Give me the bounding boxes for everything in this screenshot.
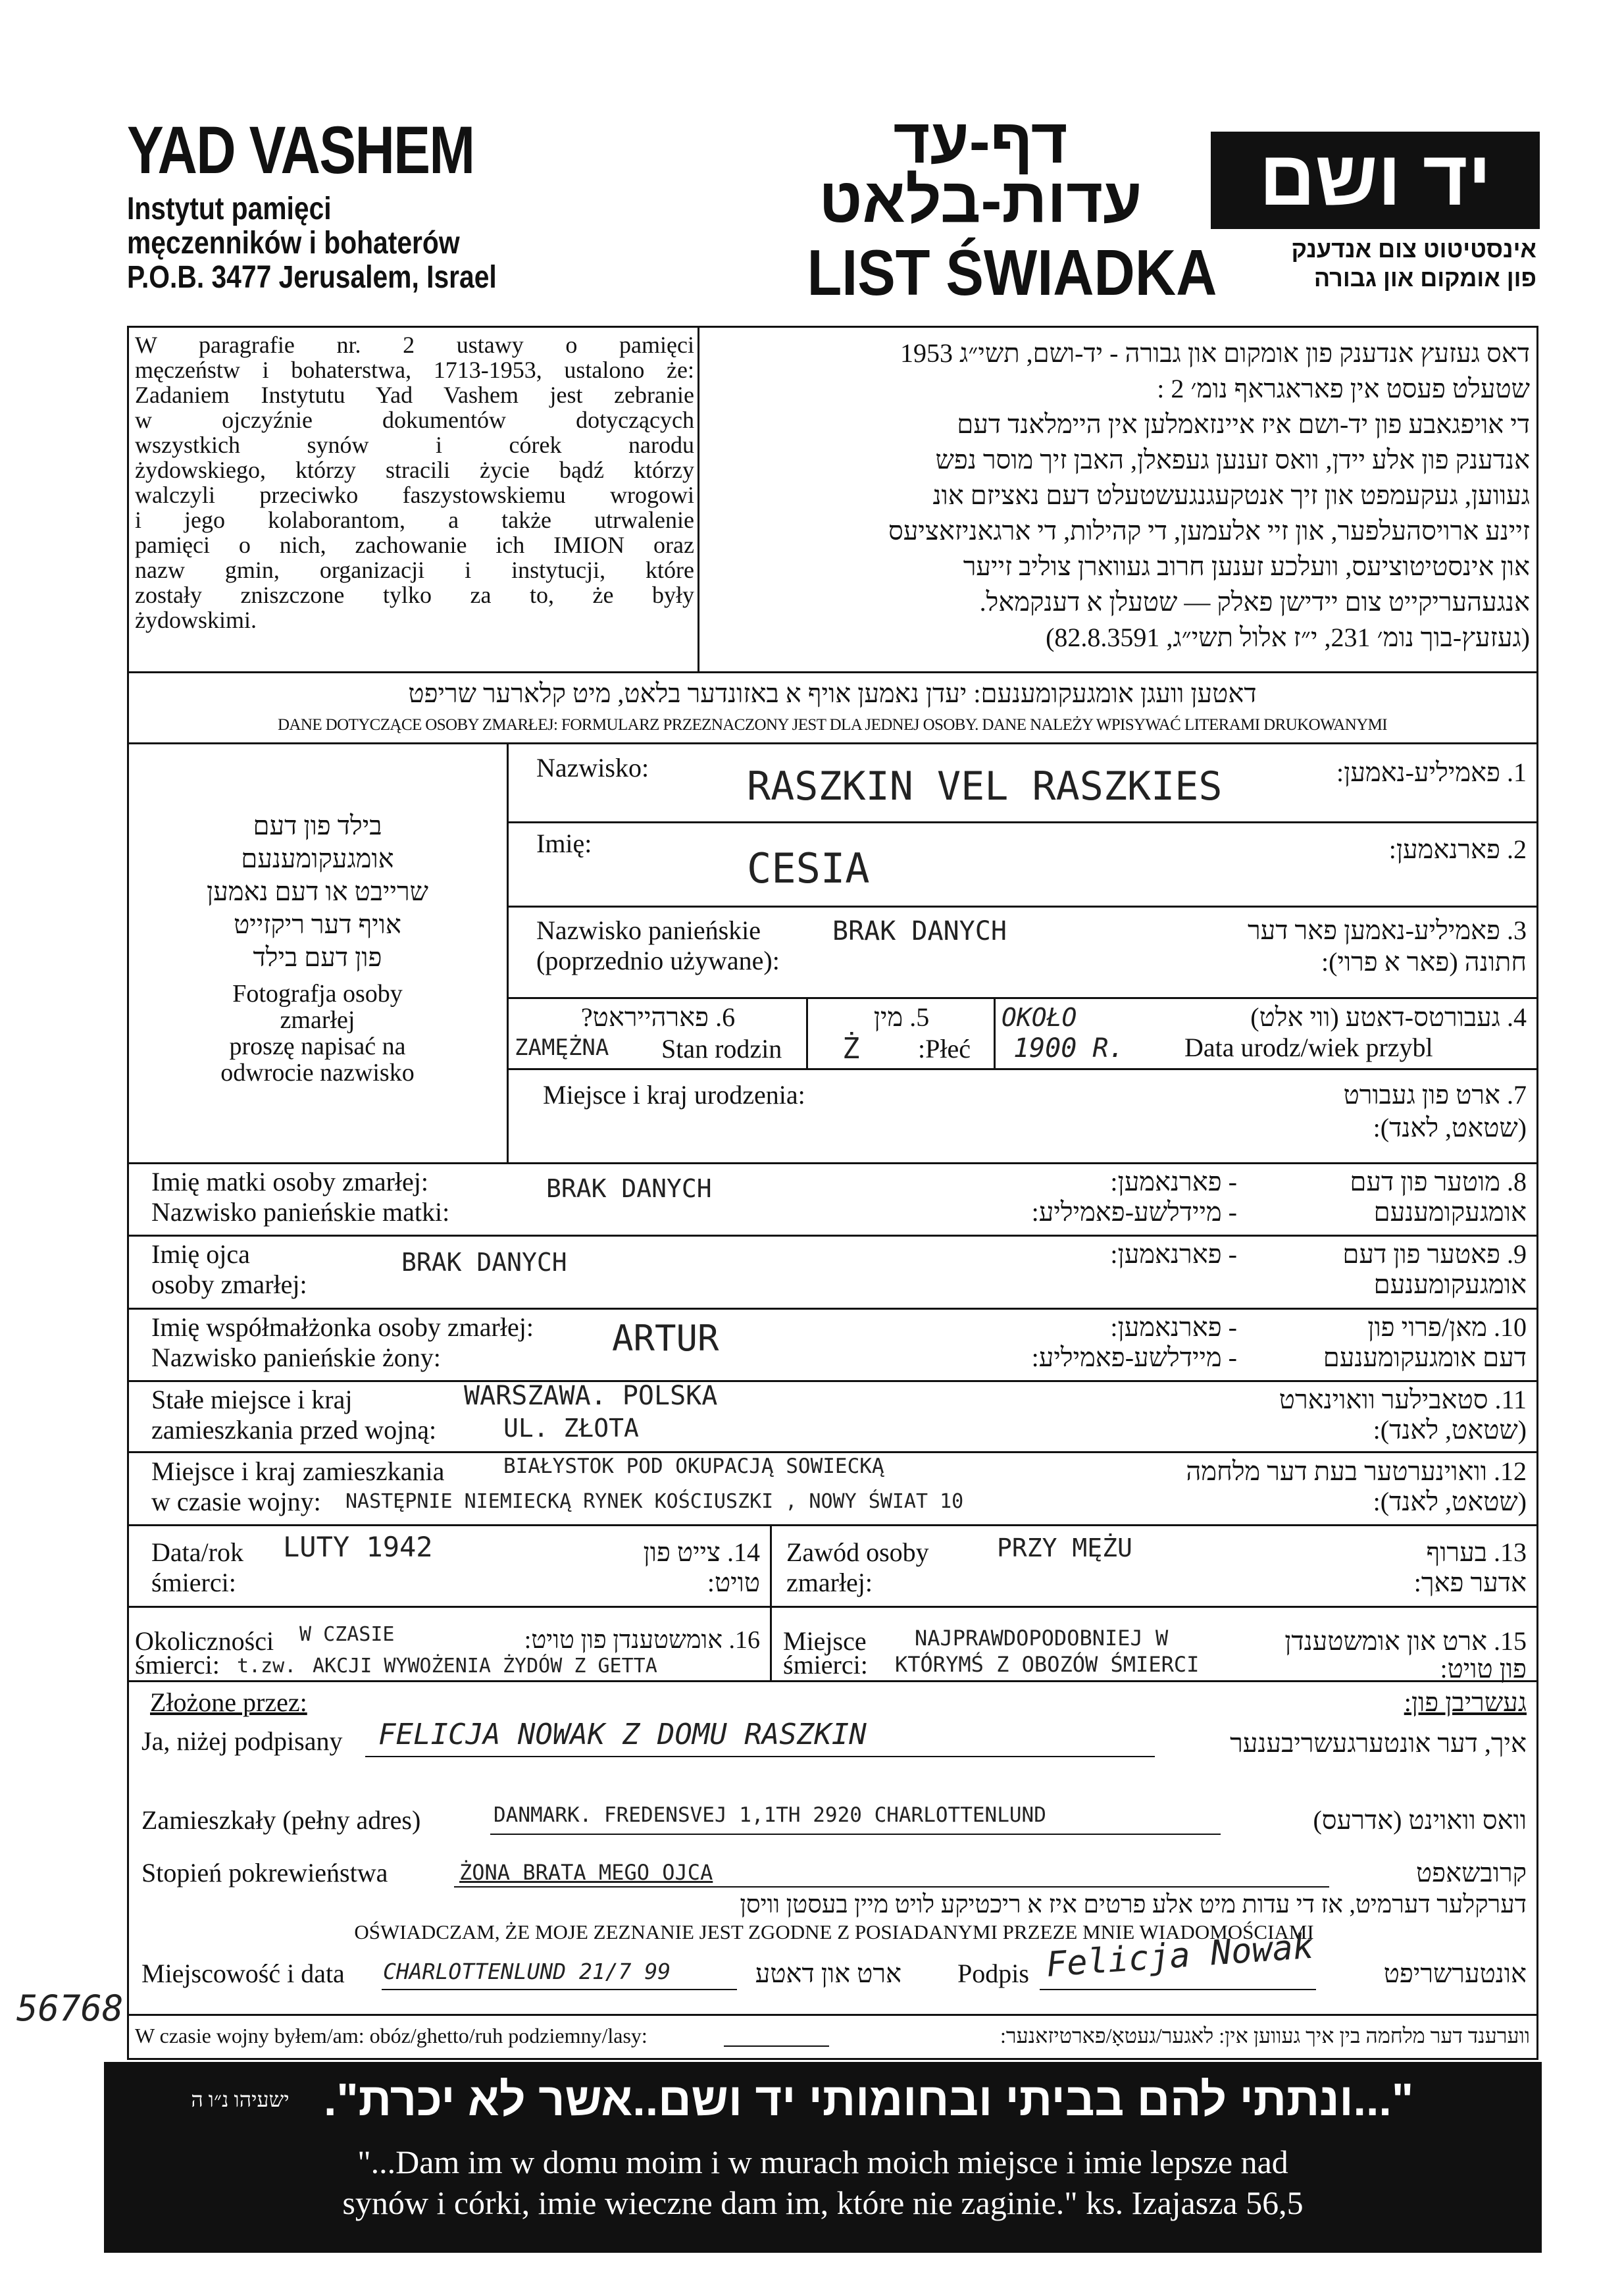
f8-label-2: Nazwisko panieńskie matki: [151, 1197, 450, 1227]
f15-label-yiddish-2: פון טויט: [1440, 1654, 1527, 1683]
f12-label-yiddish-1: 12. וואוינערטער בעת דער מלחמה [1186, 1456, 1527, 1486]
f14-label-1: Data/rok [151, 1537, 243, 1567]
intro-yiddish-line-5: געווען, געקעמפט און זיך אנטקעגנגעשטעלט דעם נאציזם אונ [932, 480, 1530, 510]
f15-label-1: Miejsce [783, 1626, 867, 1656]
intro-yiddish-line-9: (געזעץ-בוך נומ׳ 231, י״ז אלול תשי״ג, 82.8.3591) [1046, 623, 1530, 652]
f8-yiddish-a: - פארנאמען: [1110, 1167, 1237, 1196]
intro-polish-line-3: Zadaniem Instytutu Yad Vashem jest zebranie [135, 382, 694, 408]
banner-yiddish-reference: ישעיהו נ״ו ה [191, 2088, 290, 2111]
f14-label-yiddish-2: טויט: [707, 1568, 760, 1597]
intro-polish-line-4: w ojczyźnie dokumentów dotyczących [135, 407, 694, 433]
relation-value[interactable]: ŻONA BRATA MEGO OJCA [459, 1860, 713, 1885]
wartime-status-label: W czasie wojny byłem/am: obóz/ghetto/ruh podziemny/lasy: [135, 2024, 647, 2047]
intro-polish-line-12: żydowskimi. [135, 607, 257, 633]
intro-polish-line-11: zostały zniszczone tylko za to, że były [135, 582, 694, 608]
relation-label: Stopień pokrewieństwa [141, 1858, 388, 1888]
intro-yiddish-line-2: שטעלט פעסט אין פאראגראף נומ׳ 2 : [1157, 374, 1530, 403]
f5-label-yiddish: 5. מין [873, 1002, 930, 1032]
signature-yiddish: אונטערשריפט [1383, 1959, 1527, 1988]
photo-polish-line-4: odwrocie nazwisko [220, 1059, 415, 1087]
photo-polish-line-1: Fotografja osoby [232, 980, 403, 1008]
f12-label-yiddish-2: (שטאט, לאנד): [1373, 1487, 1527, 1516]
f16-circumstances-value-2[interactable]: AKCJI WYWOŻENIA ŻYDÓW Z GETTA [313, 1655, 657, 1678]
photo-yiddish-line-2: אומגעקומענעם [241, 844, 394, 873]
banner-polish-line-2: synów i córki, imie wieczne dam im, które nie zaginie." ks. Izajasza 56,5 [342, 2184, 1304, 2221]
intro-polish-line-7: walczyli przeciwko faszystowskiemu wrogowi [135, 482, 694, 508]
intro-yiddish-line-4: אנדענק פון אלע יידן, וואס זענען געפאלן, האבן זיך מוסר נפש [935, 445, 1530, 475]
signature-label: Podpis [957, 1959, 1029, 1988]
declaration-yiddish: דערקלער דערמיט, אז די עדות מיט אלע פרטים איז א ריכטיקע לויט מיין בעסטן וויסן [740, 1891, 1527, 1918]
f12-wartime-residence-value-2[interactable]: NASTĘPNIE NIEMIECKĄ RYNEK KOŚCIUSZKI , NOWY ŚWIAT 10 [345, 1490, 964, 1513]
signature-value[interactable]: Felicja Nowak [1044, 1926, 1315, 1985]
f6-marital-status-value[interactable]: ZAMĘŻNA [515, 1035, 609, 1061]
f13-label-1: Zawód osoby [786, 1537, 929, 1567]
yad-vashem-title: YAD VASHEM [127, 113, 474, 188]
f11-residence-value-2[interactable]: UL. ZŁOTA [503, 1414, 639, 1443]
f11-label-2: zamieszkania przed wojną: [151, 1415, 437, 1445]
f1-surname-value[interactable]: RASZKIN VEL RASZKIES [747, 763, 1223, 809]
f16-circumstances-value-1[interactable]: W CZASIE [299, 1623, 395, 1646]
f3-label-yiddish-2: חתונה (פאר א פרוי): [1321, 947, 1527, 977]
f9-father-value[interactable]: BRAK DANYCH [401, 1248, 567, 1277]
address-label: Zamieszkały (pełny adres) [141, 1805, 421, 1835]
yad-vashem-logo-text: יד ושם [1259, 135, 1492, 222]
f16-circumstances-prefix[interactable]: t.zw. [237, 1655, 297, 1678]
f4-label-yiddish: 4. געבורטס-דאטע (ווי אלט) [1250, 1002, 1527, 1032]
f2-label-yiddish: 2. פארנאמען: [1388, 835, 1527, 864]
f8-yiddish-b: - מיידלשע-פאמיליע: [1031, 1197, 1237, 1227]
f13-label-yiddish-1: 13. בערוף [1426, 1537, 1527, 1567]
address-value[interactable]: DANMARK. FREDENSVEJ 1,1TH 2920 CHARLOTTENLUND [494, 1803, 1046, 1827]
signer-name-yiddish: איך, דער אונטערגעשריבענער [1230, 1728, 1527, 1758]
intro-yiddish-line-1: דאס געזעץ אנדענק פון אומקום און גבורה - יד-ושם, תשי״ג 1953 [900, 338, 1530, 368]
banner-yiddish-quote: "...ונתתי להם בביתי ובחומותי יד ושם..אשר לא יכרת". [323, 2074, 1414, 2125]
intro-polish-line-8: i jego kolaborantom, a także utrwalenie [135, 507, 694, 533]
address-yiddish: וואס וואוינט (אדרעס) [1313, 1805, 1527, 1835]
f7-label-yiddish-1: 7. ארט פון געבורט [1343, 1080, 1527, 1110]
f3-label-2: (poprzednio używane): [536, 946, 780, 975]
wartime-status-yiddish: ווערענד דער מלחמה בין איך געווען אין: לאגער/געטאָ/פארטיזאנער: [1000, 2024, 1530, 2047]
place-date-label: Miejscowość i data [141, 1959, 345, 1988]
f2-label: Imię: [536, 829, 592, 858]
banner-polish-line-1: "...Dam im w domu moim i w murach moich miejsce i imie lepsze nad [357, 2144, 1288, 2180]
notice-yiddish: דאטען וועגן אומגעקומענעם: יעדן נאמען אויף א באזונדער בלאט, מיט קלארער שריפט [408, 679, 1257, 708]
f9-label-yiddish-2: אומגעקומענעם [1373, 1270, 1527, 1299]
intro-polish [135, 332, 694, 632]
f10-label-1: Imię współmałżonka osoby zmarłej: [151, 1312, 534, 1342]
f13-label-2: zmarłej: [786, 1568, 873, 1597]
f10-spouse-value[interactable]: ARTUR [612, 1318, 719, 1359]
f8-label-yiddish-2: אומגעקומענעם [1373, 1197, 1527, 1227]
f12-label-1: Miejsce i kraj zamieszkania [151, 1456, 445, 1486]
intro-polish-line-5: wszystkich synów i córek narodu [135, 432, 694, 458]
margin-archive-number: 56768 [16, 1988, 124, 2029]
f16-label-yiddish: 16. אומשטענדן פון טויט: [524, 1626, 760, 1654]
photo-yiddish-line-4: אויף דער ריקזייט [234, 910, 401, 939]
f16-label-1: Okoliczności [135, 1626, 274, 1656]
f2-firstname-value[interactable]: CESIA [747, 844, 870, 892]
yv-subtitle-2: męczenników i bohaterów [127, 226, 460, 261]
photo-instructions-yiddish [132, 809, 503, 974]
f10-yiddish-b: - מיידלשע-פאמיליע: [1031, 1343, 1237, 1372]
intro-polish-line-1: W paragrafie nr. 2 ustawy o pamięci [135, 332, 694, 358]
intro-yiddish [707, 336, 1530, 655]
f5-label: :Płeć [918, 1034, 971, 1064]
center-yiddish-title-1: דף-עד [893, 106, 1068, 176]
declaration-polish: OŚWIADCZAM, ŻE MOJE ZEZNANIE JEST ZGODNE Z POSIADANYMI PRZEZE MNIE WIADOMOŚCIAMI [354, 1920, 1314, 1943]
intro-polish-line-6: żydowskiego, którzy stracili życie bądź którzy [135, 457, 694, 483]
f10-yiddish-a: - פארנאמען: [1110, 1312, 1237, 1342]
f11-residence-value-1[interactable]: WARSZAWA. POLSKA [464, 1381, 718, 1411]
f10-label-2: Nazwisko panieńskie żony: [151, 1343, 441, 1372]
f15-place-of-death-value-1[interactable]: NAJPRAWDOPODOBNIEJ W [915, 1626, 1169, 1651]
yv-address: P.O.B. 3477 Jerusalem, Israel [127, 260, 497, 295]
f14-label-2: śmierci: [151, 1568, 236, 1597]
f9-label-2: osoby zmarłej: [151, 1270, 307, 1299]
intro-polish-line-9: pamięci o nich, zachowanie ich IMION oraz [135, 532, 694, 558]
f9-label-yiddish-1: 9. פאטער פון דעם [1342, 1239, 1527, 1269]
photo-polish-line-2: zmarłej [280, 1006, 355, 1034]
center-yiddish-title-2: עדות-בלאט [819, 165, 1142, 236]
f8-label-yiddish-1: 8. מוטער פון דעם [1350, 1167, 1527, 1196]
f15-place-of-death-value-2[interactable]: KTÓRYMŚ Z OBOZÓW ŚMIERCI [895, 1652, 1200, 1677]
intro-yiddish-line-7: און אינסטיטוציעס, וועלכע זענען חרוב געווארן צוליב זייער [963, 552, 1530, 581]
photo-polish-line-3: proszę napisać na [229, 1033, 406, 1060]
photo-instructions-polish [132, 981, 503, 1086]
f13-occupation-value[interactable]: PRZY MĘŻU [997, 1533, 1132, 1562]
intro-yiddish-line-6: זיינע ארויסהעלפער, און זיי אלעמען, די קהילות, די ארגאניזאציעס [888, 516, 1530, 546]
submitted-by-label: Złożone przez: [150, 1687, 307, 1717]
signer-name-label: Ja, niżej podpisany [141, 1726, 343, 1756]
f12-wartime-residence-value-1[interactable]: BIAŁYSTOK POD OKUPACJĄ SOWIECKĄ [503, 1454, 884, 1478]
notice-polish: DANE DOTYCZĄCE OSOBY ZMARŁEJ: FORMULARZ PRZEZNACZONY JEST DLA JEDNEJ OSOBY. DANE NALEŻY WPISYWAĆ LITERAMI DRUKOWANYMI [277, 716, 1388, 734]
f14-label-yiddish-1: 14. צייט פון [643, 1537, 760, 1567]
f8-label-1: Imię matki osoby zmarłej: [151, 1167, 428, 1196]
place-date-yiddish: ארט און דאטע [755, 1959, 901, 1988]
signer-name-value[interactable]: FELICJA NOWAK Z DOMU RASZKIN [378, 1718, 867, 1751]
list-swiadka-title: LIST ŚWIADKA [807, 236, 1217, 309]
f10-label-yiddish-2: דעם אומגעקומענעם [1323, 1343, 1527, 1372]
f5-sex-value[interactable]: Ż [842, 1032, 860, 1066]
intro-yiddish-line-3: די אויפגאבע פון יד-ושם איז איינזאמלען אין היימלאנד דעם [957, 409, 1530, 439]
f7-label: Miejsce i kraj urodzenia: [543, 1080, 805, 1110]
submitted-by-yiddish: געשריבן פון: [1404, 1687, 1527, 1717]
photo-yiddish-line-5: פון דעם בילד [253, 942, 382, 972]
f4-label: Data urodz/wiek przybl [1184, 1033, 1433, 1062]
relation-yiddish: קרובשאפט [1415, 1858, 1527, 1888]
f13-label-yiddish-2: אדער פאך: [1413, 1568, 1527, 1597]
intro-polish-line-10: nazw gmin, organizacji i instytucji, które [135, 557, 694, 583]
intro-yiddish-line-8: אנגעהעריקייט צום יידישן פאלק — שטעלן א דענקמאל. [979, 587, 1530, 617]
f1-label-yiddish: 1. פאמיליע-נאמען: [1336, 758, 1527, 787]
place-date-value[interactable]: CHARLOTTENLUND 21/7 99 [383, 1959, 671, 1984]
f11-label-yiddish-1: 11. סטאבילער וואוינארט [1279, 1385, 1527, 1414]
f8-mother-value[interactable]: BRAK DANYCH [546, 1174, 712, 1203]
f3-label-1: Nazwisko panieńskie [536, 915, 761, 945]
intro-polish-line-2: męczeństw i bohaterstwa, 1713-1953, ustalono że: [135, 357, 694, 383]
f11-label-1: Stałe miejsce i kraj [151, 1385, 353, 1414]
right-institute-line-1: אינסטיטוט צום אנדענק [1291, 236, 1536, 263]
f16-label-2: śmierci: [135, 1650, 220, 1680]
right-institute-line-2: פון אומקום און גבורה [1313, 265, 1536, 292]
photo-yiddish-line-1: בילד פון דעם [253, 811, 382, 840]
f7-label-yiddish-2: (שטאט, לאנד): [1373, 1113, 1527, 1143]
f15-label-2: śmierci: [783, 1650, 868, 1680]
f10-label-yiddish-1: 10. מאן/פרוי פון [1367, 1312, 1527, 1342]
f15-label-yiddish-1: 15. ארט און אומשטענדן [1284, 1626, 1527, 1656]
f3-maiden-name-value[interactable]: BRAK DANYCH [832, 916, 1007, 946]
f3-label-yiddish-1: 3. פאמיליע-נאמען פאר דער [1247, 915, 1527, 945]
yv-subtitle-1: Instytut pamięci [127, 192, 332, 226]
f6-label-yiddish: 6. פארהייראט? [580, 1002, 736, 1032]
photo-yiddish-line-3: שרייבט או דעם נאמען [206, 877, 428, 906]
f12-label-2: w czasie wojny: [151, 1487, 321, 1516]
f9-yiddish-a: - פארנאמען: [1110, 1239, 1237, 1269]
f11-label-yiddish-2: (שטאט, לאנד): [1373, 1415, 1527, 1445]
f9-label-1: Imię ojca [151, 1239, 250, 1269]
f6-label: Stan rodzin [661, 1034, 782, 1064]
f4-birth-date-value-2[interactable]: 1900 R. [1013, 1033, 1125, 1064]
f14-death-date-value[interactable]: LUTY 1942 [283, 1531, 433, 1563]
f4-birth-date-value-1[interactable]: OKOŁO [1002, 1003, 1077, 1032]
f1-label: Nazwisko: [536, 753, 649, 783]
